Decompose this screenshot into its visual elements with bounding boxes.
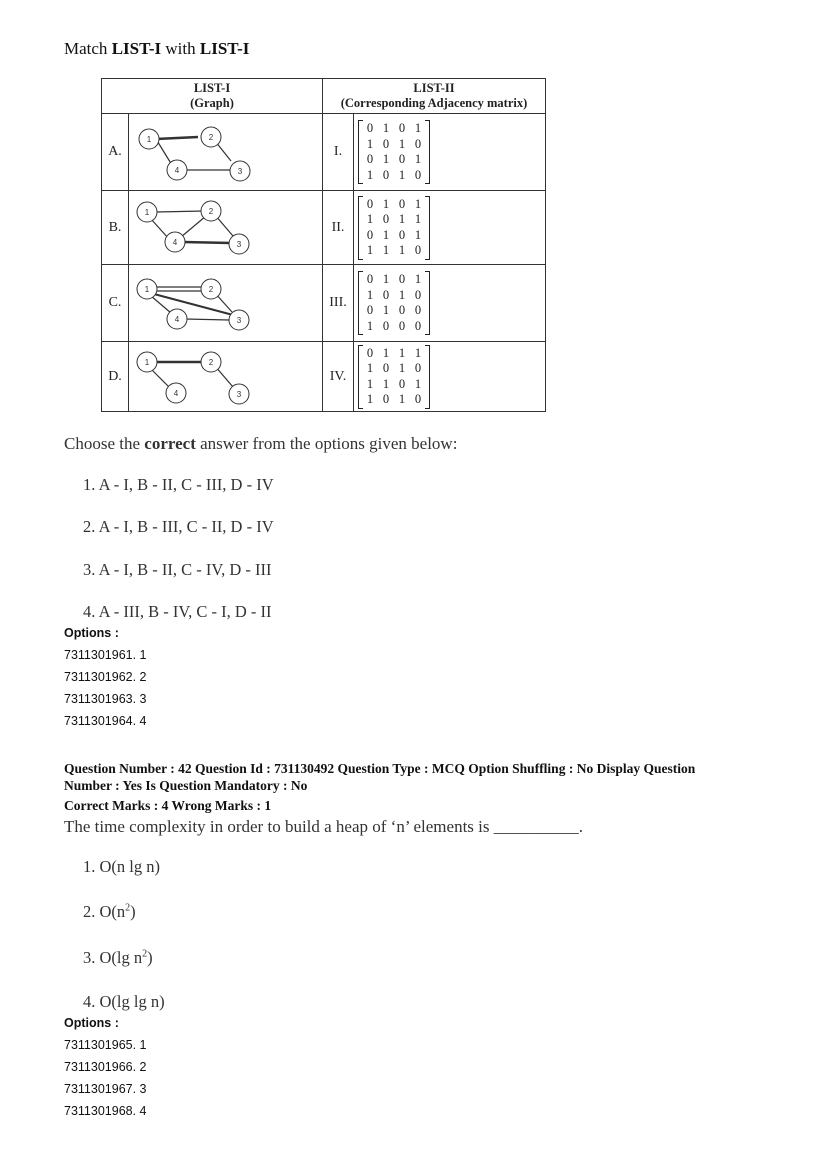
row-label: IV. [323,342,354,412]
list2-header-subtitle: (Corresponding Adjacency matrix) [340,96,528,110]
node-label: 3 [236,316,242,325]
title-list1: LIST-I [111,39,162,58]
option-text: 2. O(n [83,902,126,921]
graph-d-diagram [129,342,322,411]
answer-option-4: 4. A - III, B - IV, C - I, D - II [83,602,272,621]
node-label: 1 [146,135,152,144]
option-text: ) [147,948,153,967]
option-id: 7311301962. 2 [64,670,147,684]
list1-header-subtitle: (Graph) [190,96,234,110]
node-label: 1 [144,208,150,217]
question-stem: The time complexity in order to build a heap of ‘n’ elements is __________. [64,817,584,836]
graph-a [129,114,323,191]
option-text: 3. O(lg n [83,948,143,967]
instruction-text [64,434,457,454]
matrix-i [354,114,546,191]
node-label: 3 [237,167,243,176]
answer-option-2: 2. A - I, B - III, C - II, D - IV [83,517,274,536]
table-row [102,191,546,265]
title-text: Match [64,39,112,58]
node-label: 3 [236,390,242,399]
options-label: Options : [64,1016,119,1030]
table-row [102,265,546,342]
option-id: 7311301966. 2 [64,1060,147,1074]
option-id: 7311301963. 3 [64,692,147,706]
graph-a-diagram [129,114,322,190]
option-id: 7311301965. 1 [64,1038,147,1052]
node-label: 3 [236,240,242,249]
node-label: 1 [144,358,150,367]
option-id: 7311301961. 1 [64,648,147,662]
match-table [101,78,546,412]
answer-option-1: 1. A - I, B - II, C - III, D - IV [83,475,274,494]
option-text: ) [130,902,136,921]
list2-header-title: LIST-II [413,81,455,95]
graph-d [129,342,323,412]
question-meta-line1: Question Number : 42 Question Id : 731130492 Question Type : MCQ Option Shuffling : No Display Question [64,761,696,776]
title-with: with [161,39,200,58]
option-superscript: 2 [125,902,131,914]
row-label: D. [102,342,129,412]
instruction-post: answer from the options given below: [195,434,458,453]
instruction-pre: Choose the [64,434,145,453]
graph-c-diagram [129,265,322,341]
row-label: B. [102,191,129,265]
question-marks: Correct Marks : 4 Wrong Marks : 1 [64,798,272,813]
answer-option-4: 4. O(lg lg n) [83,992,165,1011]
node-label: 2 [208,133,214,142]
graph-c [129,265,323,342]
answer-option-3: 3. A - I, B - II, C - IV, D - III [83,560,272,579]
title-list2: LIST-I [199,39,250,58]
option-id: 7311301967. 3 [64,1082,147,1096]
table-row [102,114,546,191]
answer-option-1: 1. O(n lg n) [83,857,160,876]
option-superscript: 2 [142,948,148,960]
table-row [102,342,546,412]
node-label: 4 [173,389,179,398]
node-label: 1 [144,285,150,294]
node-label: 4 [174,315,180,324]
graph-b [129,191,323,265]
row-label: C. [102,265,129,342]
question-meta-line2: Number : Yes Is Question Mandatory : No [64,778,308,793]
option-id: 7311301964. 4 [64,714,147,728]
options-label: Options : [64,626,119,640]
matrix-iv [354,342,546,412]
adjacency-matrix: 0 1 0 1 1 0 1 0 0 1 0 1 1 0 1 0 [358,120,430,184]
instruction-bold: correct [144,434,196,453]
adjacency-matrix: 0 1 1 1 1 0 1 0 1 1 0 1 1 0 1 0 [358,345,430,409]
row-label: II. [323,191,354,265]
list1-header [102,79,323,114]
adjacency-matrix: 0 1 0 1 1 0 1 0 0 1 0 0 1 0 0 0 [358,271,430,335]
row-label: III. [323,265,354,342]
option-id: 7311301968. 4 [64,1104,147,1118]
node-label: 2 [208,285,214,294]
list1-header-title: LIST-I [193,81,231,95]
list2-header [323,79,546,114]
node-label: 2 [208,358,214,367]
node-label: 4 [174,166,180,175]
row-label: I. [323,114,354,191]
graph-b-diagram [129,191,322,264]
adjacency-matrix: 0 1 0 1 1 0 1 1 0 1 0 1 1 1 1 0 [358,196,430,260]
matrix-ii [354,191,546,265]
node-label: 4 [172,238,178,247]
node-label: 2 [208,207,214,216]
matrix-iii [354,265,546,342]
table-header-row [102,79,546,114]
answer-option-2 [83,902,136,922]
row-label: A. [102,114,129,191]
question-title [64,39,249,59]
answer-option-3 [83,948,153,968]
